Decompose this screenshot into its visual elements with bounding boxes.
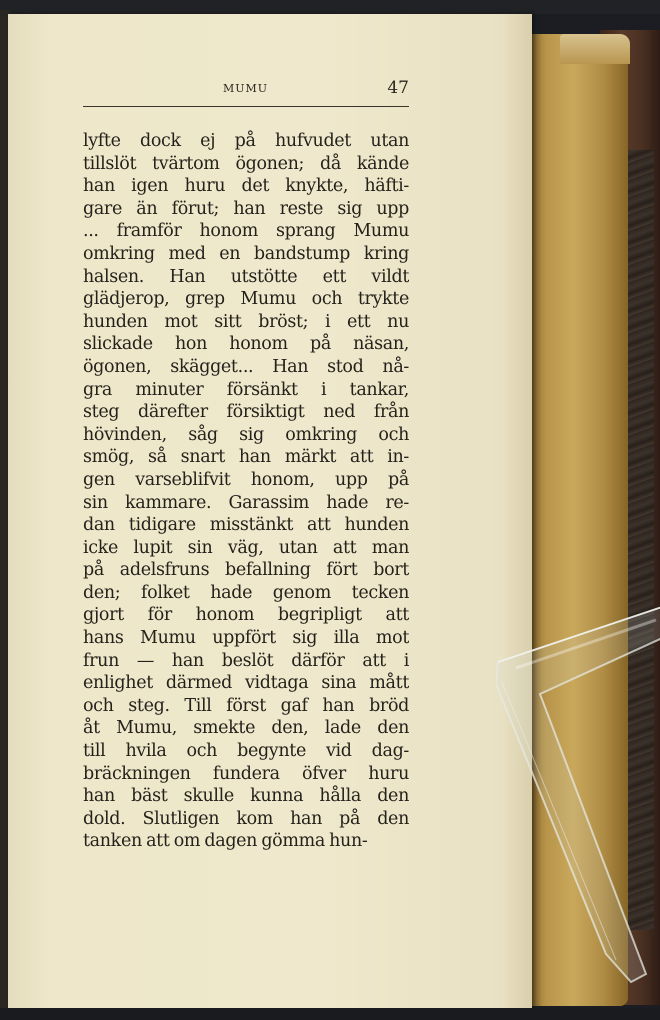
text-line: steg därefter försiktigt ned från [83,402,409,423]
text-line: icke lupit sin väg, utan att man [83,537,409,558]
text-line: lyfte dock ej på hufvudet utan [83,131,409,151]
running-header [83,80,409,104]
text-line: gare än förut; han reste sig upp [83,198,409,219]
text-line: gra minuter försänkt i tankar, [83,379,409,400]
text-line: gjort för honom begripligt att [83,605,409,626]
text-line: hunden mot sitt bröst; i ett nu [83,311,409,332]
text-line: enlighet därmed vidtaga sina mått [83,673,409,694]
text-line: på adelsfruns befallning fört bort [83,560,409,581]
text-line: och steg. Till först gaf han bröd [83,695,409,716]
text-line: bräckningen fundera öfver huru [83,763,409,784]
text-line: dan tidigare misstänkt att hunden [83,515,409,536]
text-line: omkring med en bandstump kring [83,243,409,264]
backdrop-bottom [0,1008,660,1020]
text-line: frun — han beslöt därför att i [83,650,409,671]
text-line: slickade hon honom på näsan, [83,334,409,355]
running-title: MUMU [223,82,269,95]
text-line: sin kammare. Garassim hade re- [83,492,409,513]
text-line: halsen. Han utstötte ett vildt [83,266,409,287]
text-line: åt Mumu, smekte den, lade den [83,718,409,739]
text-line: ... framför honom sprang Mumu [83,221,409,242]
text-line: gen varseblifvit honom, upp på [83,469,409,490]
text-line: dold. Slutligen kom han på den [83,808,409,829]
text-line: han igen huru det knykte, häfti- [83,176,409,197]
text-line: hövinden, såg sig omkring och [83,424,409,445]
text-line: smög, så snart han märkt att in- [83,447,409,468]
text-line: han bäst skulle kunna hålla den [83,786,409,807]
text-line: ögonen, skägget... Han stod nå- [83,356,409,377]
body-text [83,130,409,853]
text-line: till hvila och begynte vid dag- [83,741,409,762]
transparent-bookmark-clip-icon[interactable] [496,604,660,984]
header-rule [83,106,409,107]
text-line: tillslöt tvärtom ögonen; då kände [83,153,409,174]
page-stack-top-edge [560,34,630,64]
text-line: glädjerop, grep Mumu och trykte [83,289,409,310]
backdrop-top [0,0,660,14]
page-number: 47 [387,78,409,98]
text-line: tanken att om dagen gömma hun- [83,831,368,852]
text-line: den; folket hade genom tecken [83,582,409,603]
text-line: hans Mumu uppfört sig illa mot [83,628,409,649]
